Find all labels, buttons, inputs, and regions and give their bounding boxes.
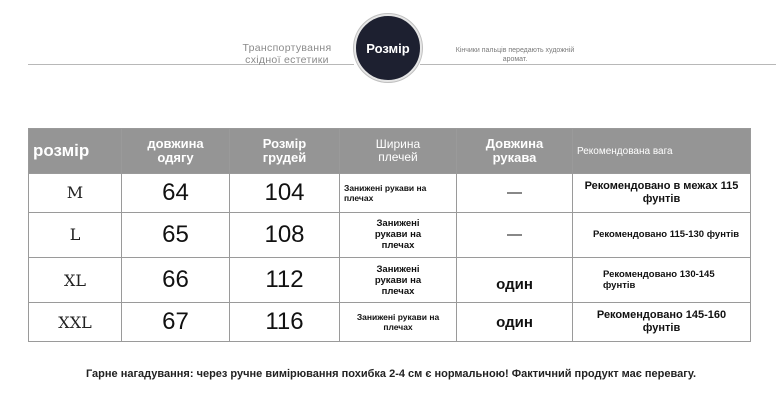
cell-sleeve: — — [457, 174, 573, 213]
cell-length: 67 — [122, 303, 230, 342]
table-header-row — [29, 129, 751, 174]
header-line-right — [420, 64, 776, 65]
header-shoulder-line-2: плечей — [378, 150, 418, 164]
size-badge-label: Розмір — [366, 40, 410, 56]
header-sleeve — [457, 129, 573, 174]
cell-sleeve: один — [457, 257, 573, 302]
header-left-caption — [232, 42, 342, 66]
cell-sleeve: — — [457, 212, 573, 257]
header-shoulder-line-1: Ширина — [375, 137, 421, 151]
cell-chest: 116 — [230, 303, 340, 342]
size-chart-table — [28, 128, 751, 342]
header-size: розмір — [29, 129, 122, 174]
cell-sleeve: один — [457, 303, 573, 342]
measurement-note: Гарне нагадування: через ручне вимірювання похибка 2-4 см є нормальною! Фактичний продукт має перевагу. — [85, 368, 697, 380]
header-left-line-2: східної естетики — [245, 54, 329, 66]
header-length-line-2: одягу — [157, 150, 194, 165]
header-chest-line-2: грудей — [262, 150, 307, 165]
header-chest — [230, 129, 340, 174]
cell-weight: Рекомендовано 130-145 фунтів — [573, 257, 751, 302]
header-sleeve-line-1: Довжина — [485, 136, 544, 151]
header-length — [122, 129, 230, 174]
cell-chest: 104 — [230, 174, 340, 213]
header-shoulder — [340, 129, 457, 174]
header-left-line-1: Транспортування — [242, 42, 332, 54]
table-row — [29, 174, 751, 213]
header-length-line-1: довжина — [147, 136, 204, 151]
cell-length: 65 — [122, 212, 230, 257]
cell-size: L — [29, 212, 122, 257]
cell-shoulder: Занижені рукави на плечах — [340, 257, 457, 302]
cell-chest: 108 — [230, 212, 340, 257]
size-badge — [354, 14, 422, 82]
header-right-caption — [440, 46, 590, 64]
cell-size: M — [29, 174, 122, 213]
header-weight: Рекомендована вага — [573, 129, 751, 174]
header-chest-line-1: Розмір — [262, 136, 307, 151]
cell-weight: Рекомендовано в межах 115 фунтів — [573, 174, 751, 213]
cell-size: XL — [29, 257, 122, 302]
table-row — [29, 212, 751, 257]
table-row — [29, 303, 751, 342]
cell-shoulder: Занижені рукави на плечах — [340, 174, 457, 213]
cell-shoulder: Занижені рукави на плечах — [340, 212, 457, 257]
cell-size: XXL — [29, 303, 122, 342]
table-row — [29, 257, 751, 302]
cell-chest: 112 — [230, 257, 340, 302]
header-right-line-1: Кінчики пальців передають художній — [455, 47, 575, 54]
cell-weight: Рекомендовано 115-130 фунтів — [573, 212, 751, 257]
cell-weight: Рекомендовано 145-160 фунтів — [573, 303, 751, 342]
cell-length: 66 — [122, 257, 230, 302]
header-right-line-2: аромат. — [502, 56, 528, 63]
header-sleeve-line-2: рукава — [492, 150, 537, 165]
cell-length: 64 — [122, 174, 230, 213]
cell-shoulder: Занижені рукави на плечах — [340, 303, 457, 342]
